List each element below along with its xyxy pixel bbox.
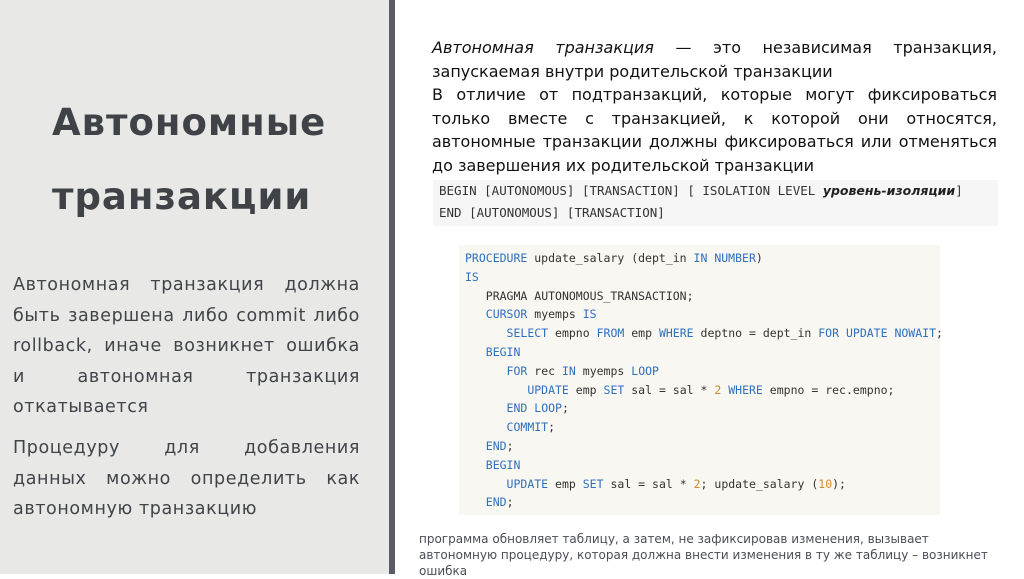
code-line: END LOOP; [506, 401, 569, 416]
syntax-line-1-start: BEGIN [AUTONOMOUS] [TRANSACTION] [ ISOLATION LEVEL [439, 183, 823, 198]
code-line: CURSOR myemps IS [485, 307, 597, 322]
syntax-block [433, 180, 998, 226]
code-line: FOR rec IN myemps LOOP [506, 363, 659, 378]
syntax-isolation-level: уровень-изоляции [822, 183, 956, 198]
code-line: COMMIT; [506, 420, 556, 435]
title-line-2: транзакции [52, 175, 312, 218]
left-paragraph-2: Процедуру для добавления данных можно определить как автономную транзакцию [13, 438, 360, 519]
code-line: UPDATE emp SET sal = sal * 2; update_salary (10); [506, 476, 846, 491]
code-line: END; [485, 438, 514, 453]
title-line-1: Автономные [52, 101, 327, 144]
syntax-line-1-end: ] [955, 183, 963, 198]
code-line: PROCEDURE update_salary (dept_in IN NUMBER) [465, 251, 763, 265]
term-autonomous-transaction: Автономная транзакция [432, 38, 654, 57]
definition-text: — это независимая транзакция, запускаемая внутри родительской транзакции [432, 38, 998, 81]
definition-block [432, 36, 997, 177]
definition-paragraph [432, 36, 997, 83]
syntax-line-2: END [AUTONOMOUS] [TRANSACTION] [439, 205, 665, 220]
slide-title [52, 86, 382, 234]
code-line: UPDATE emp SET sal = sal * 2 WHERE empno = rec.empno; [527, 382, 895, 397]
comparison-paragraph: В отличие от подтранзакций, которые могут фиксироваться только вместе с транзакцией, к которой они относятся, автономные транзакции должны фиксироваться или отменяться до завершения их родительской транзакции [432, 85, 997, 175]
code-line: BEGIN [485, 457, 521, 472]
left-paragraph-1: Автономная транзакция должна быть завершена либо commit либо rollback, иначе возникнет ошибка и автономная транзакция откатывается [13, 275, 360, 417]
code-line: SELECT empno FROM emp WHERE deptno = dept_in FOR UPDATE NOWAIT; [506, 326, 943, 341]
divider-bar [389, 0, 395, 574]
code-block [459, 245, 943, 515]
code-line: IS [465, 269, 479, 284]
code-line: END; [485, 495, 514, 510]
code-line: BEGIN [485, 344, 521, 359]
caption: программа обновляет таблицу, а затем, не зафиксировав изменения, вызывает автономную процедуру, которая должна внести изменения в ту же таблицу – возникнет ошибка [419, 532, 988, 578]
code-line: PRAGMA AUTONOMOUS_TRANSACTION; [485, 288, 694, 303]
